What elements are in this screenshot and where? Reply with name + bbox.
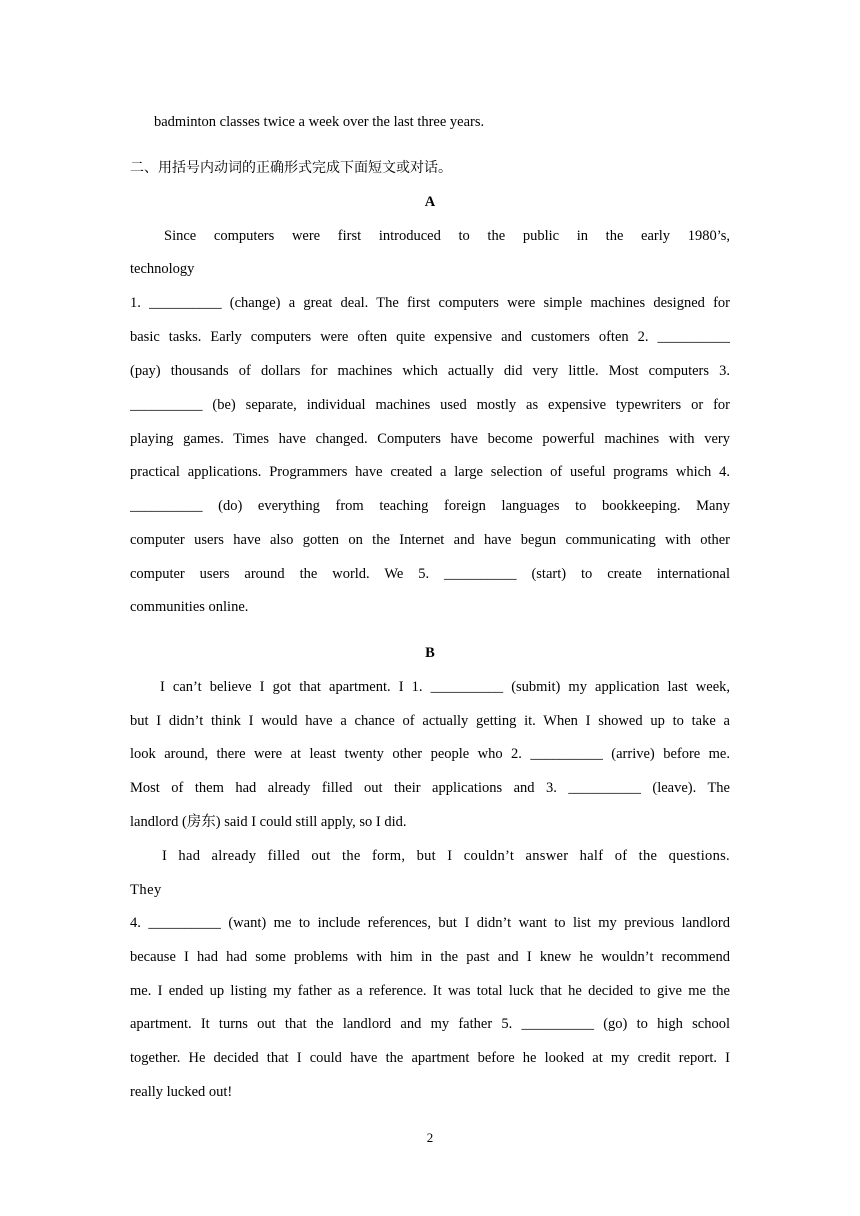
passage-b-line: together. He decided that I could have the apartment before he looked at my credit report. I xyxy=(130,1050,730,1066)
passage-b-line: Most of them had already filled out their applications and 3. __________ (leave). The xyxy=(130,780,730,796)
passage-a-line: communities online. xyxy=(130,599,249,615)
passage-b-line: because I had had some problems with him in the past and I knew he wouldn’t recommend xyxy=(130,949,730,965)
passage-a-line: technology xyxy=(130,261,195,277)
passage-a-line: 1. __________ (change) a great deal. The first computers were simple machines designed for xyxy=(130,295,730,311)
passage-a-line: (pay) thousands of dollars for machines which actually did very little. Most computers 3. xyxy=(130,363,730,379)
passage-b-line: me. I ended up listing my father as a reference. It was total luck that he decided to give me the xyxy=(130,983,730,999)
passage-a-line: Since computers were first introduced to the public in the early 1980’s, xyxy=(164,228,730,244)
passage-a-line: computer users around the world. We 5. __________ (start) to create international xyxy=(130,566,730,582)
passage-a-line: playing games. Times have changed. Computers have become powerful machines with very xyxy=(130,431,730,447)
continuation-line: badminton classes twice a week over the last three years. xyxy=(154,114,485,130)
passage-b-line: landlord (房东) said I could still apply, so I did. xyxy=(130,814,407,830)
passage-a-line: __________ (do) everything from teaching foreign languages to bookkeeping. Many xyxy=(130,498,730,514)
passage-a-line: __________ (be) separate, individual machines used mostly as expensive typewriters or for xyxy=(130,397,730,413)
passage-a-title: A xyxy=(424,194,436,210)
passage-b-line: 4. __________ (want) me to include references, but I didn’t want to list my previous landlord xyxy=(130,915,730,931)
passage-a-line: basic tasks. Early computers were often quite expensive and customers often 2. __________ xyxy=(130,329,730,345)
passage-b-line: I can’t believe I got that apartment. I 1. __________ (submit) my application last week, xyxy=(160,679,730,695)
passage-b-line: but I didn’t think I would have a chance of actually getting it. When I showed up to take a xyxy=(130,713,730,729)
passage-a-line: practical applications. Programmers have created a large selection of useful programs which 4. xyxy=(130,464,730,480)
passage-a-line: computer users have also gotten on the Internet and have begun communicating with other xyxy=(130,532,730,548)
passage-b-title: B xyxy=(425,645,435,661)
passage-b-line: I had already filled out the form, but I couldn’t answer half of the questions. xyxy=(162,848,730,864)
passage-b-line: apartment. It turns out that the landlord and my father 5. __________ (go) to high school xyxy=(130,1016,730,1032)
passage-b-line: look around, there were at least twenty other people who 2. __________ (arrive) before me. xyxy=(130,746,730,762)
passage-b-line: They xyxy=(130,882,162,898)
section-heading: 二、用括号内动词的正确形式完成下面短文或对话。 xyxy=(130,160,452,176)
page-number: 2 xyxy=(426,1130,434,1145)
passage-b-line: really lucked out! xyxy=(130,1084,233,1100)
